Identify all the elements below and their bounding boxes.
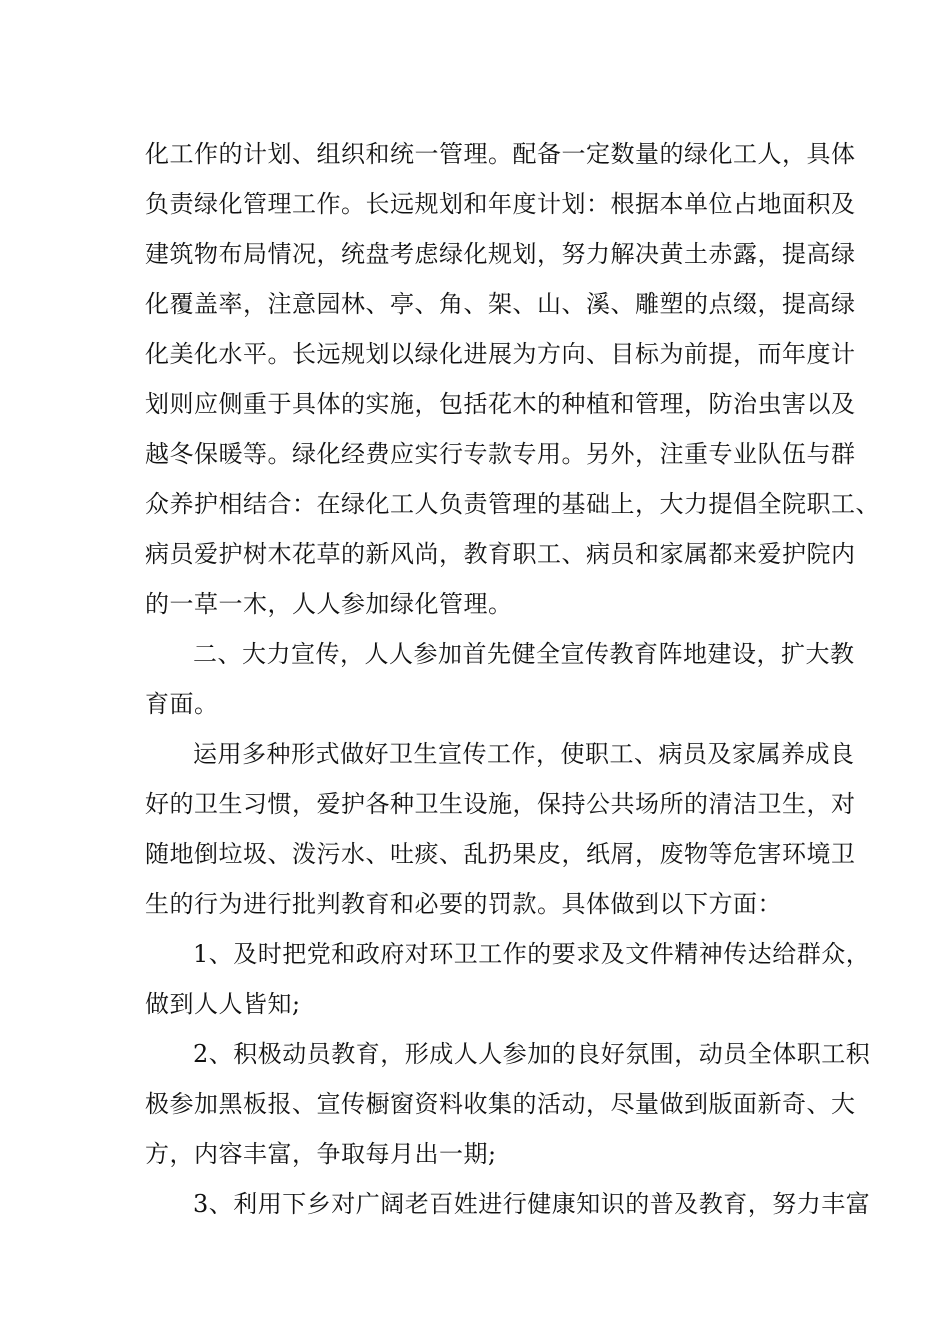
text-line: 化美化水平。长远规划以绿化进展为方向、目标为前提，而年度计 xyxy=(145,340,856,368)
text-line: 生的行为进行批判教育和必要的罚款。具体做到以下方面： xyxy=(145,890,782,918)
text-line: 育面。 xyxy=(145,690,219,718)
list-item: 3、利用下乡对广阔老百姓进行健康知识的普及教育，努力丰富 xyxy=(193,1190,871,1218)
section-heading: 二、大力宣传，人人参加首先健全宣传教育阵地建设，扩大教 xyxy=(193,640,855,668)
text-line: 方，内容丰富，争取每月出一期; xyxy=(145,1140,497,1168)
text-line: 负责绿化管理工作。长远规划和年度计划：根据本单位占地面积及 xyxy=(145,190,856,218)
text-line: 化覆盖率，注意园林、亭、角、架、山、溪、雕塑的点缀，提高绿 xyxy=(145,290,856,318)
text-line: 化工作的计划、组织和统一管理。配备一定数量的绿化工人，具体 xyxy=(145,140,856,168)
paragraph-start: 运用多种形式做好卫生宣传工作，使职工、病员及家属养成良 xyxy=(193,740,855,768)
text-line: 众养护相结合：在绿化工人负责管理的基础上，大力提倡全院职工、 xyxy=(145,490,880,518)
text-line: 随地倒垃圾、泼污水、吐痰、乱扔果皮，纸屑，废物等危害环境卫 xyxy=(145,840,856,868)
list-item: 1、及时把党和政府对环卫工作的要求及文件精神传达给群众， xyxy=(193,940,871,968)
text-line: 建筑物布局情况，统盘考虑绿化规划，努力解决黄土赤露，提高绿 xyxy=(145,240,856,268)
text-line: 越冬保暖等。绿化经费应实行专款专用。另外，注重专业队伍与群 xyxy=(145,440,856,468)
text-line: 病员爱护树木花草的新风尚，教育职工、病员和家属都来爱护院内 xyxy=(145,540,856,568)
text-line: 极参加黑板报、宣传橱窗资料收集的活动，尽量做到版面新奇、大 xyxy=(145,1090,856,1118)
list-item: 2、积极动员教育，形成人人参加的良好氛围，动员全体职工积 xyxy=(193,1040,871,1068)
text-line: 的一草一木，人人参加绿化管理。 xyxy=(145,590,513,618)
text-line: 划则应侧重于具体的实施，包括花木的种植和管理，防治虫害以及 xyxy=(145,390,856,418)
text-line: 做到人人皆知; xyxy=(145,990,301,1018)
text-line: 好的卫生习惯，爱护各种卫生设施，保持公共场所的清洁卫生，对 xyxy=(145,790,856,818)
